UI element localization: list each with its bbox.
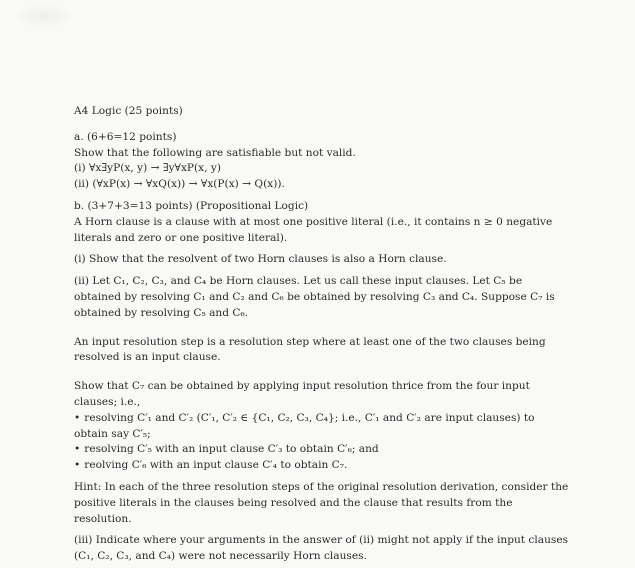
- page-title: A4 Logic (25 points): [74, 105, 183, 117]
- part-b-item-i: (i) Show that the resolvent of two Horn clauses is also a Horn clause.: [74, 253, 447, 266]
- horn-clause-definition: A Horn clause is a clause with at most one positive literal (i.e., it contains n ≥ 0 negative literals and zero or one positive literal).: [74, 215, 553, 244]
- document-page: [74, 104, 569, 565]
- part-b-item-iii: (iii) Indicate where your arguments in the answer of (ii) might not apply if the input clauses (C₁, C₂, C₃, and C₄) were not necessarily Horn clauses.: [74, 534, 569, 563]
- part-a-instruction: Show that the following are satisfiable but not valid.: [74, 146, 356, 159]
- input-step-definition: An input resolution step is a resolution step where at least one of the two clauses being resolved is an input clause.: [74, 335, 546, 364]
- part-a-item-i: (i) ∀x∃yP(x, y) → ∃y∀xP(x, y): [74, 162, 222, 175]
- part-a-label: a. (6+6=12 points): [74, 130, 177, 143]
- part-b-item-ii: (ii) Let C₁, C₂, C₃, and C₄ be Horn clauses. Let us call these input clauses. Let C₅ be obtained by resolving C₁ and C₂ and C₆ be obtained by resolving C₃ and C₄. Suppose C₇ is obtained by resolving C₅ and C₆.: [74, 275, 555, 319]
- bullet-item: • resolving C′₁ and C′₂ (C′₁, C′₂ ∈ {C₁, C₂, C₃, C₄}; i.e., C′₁ and C′₂ are input clauses) to obtain say C′₅;: [74, 411, 569, 443]
- hint-paragraph: Hint: In each of the three resolution steps of the original resolution derivation, consider the positive literals in the clauses being resolved and the clause that results from the resolution.: [74, 480, 569, 525]
- part-a-item-ii: (ii) (∀xP(x) → ∀xQ(x)) → ∀x(P(x) → Q(x)).: [74, 178, 285, 191]
- bullet-item: • resolving C′₅ with an input clause C′₃ to obtain C′₆; and: [74, 442, 569, 458]
- part-b-label: b. (3+7+3=13 points) (Propositional Logic): [74, 199, 309, 212]
- show-intro: Show that C₇ can be obtained by applying input resolution thrice from the four input clauses; i.e.,: [74, 380, 530, 408]
- scan-smudge: [14, 4, 74, 28]
- bullet-item: • reolving C′₆ with an input clause C′₄ to obtain C₇.: [74, 458, 569, 474]
